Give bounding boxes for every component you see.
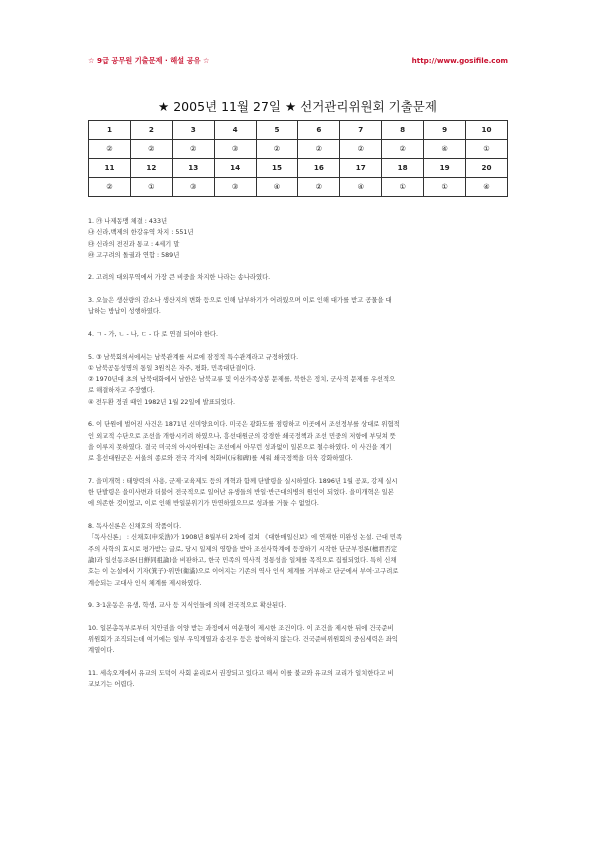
q7-line: 에 의존한 것이었고, 이로 인해 반일분위기가 만연하였으므로 성과를 거둘 수 없었다. xyxy=(88,500,319,508)
question-number-cell: 19 xyxy=(424,159,466,178)
question-number-cell: 14 xyxy=(214,159,256,178)
answer-choice-cell: ② xyxy=(382,140,424,159)
question-number-cell: 17 xyxy=(340,159,382,178)
page-header xyxy=(88,56,508,66)
answer-choice-cell: ② xyxy=(298,140,340,159)
q4-line: 4. ㄱ - 가, ㄴ - 나, ㄷ - 다 로 연결 되어야 한다. xyxy=(88,330,219,338)
q1-line: 1. ㉮ 나제동맹 체결 : 433년 xyxy=(88,218,168,225)
q10-line: 계열이다. xyxy=(88,647,115,655)
header-url[interactable]: http://www.gosifile.com xyxy=(411,56,508,65)
answer-choice-cell: ② xyxy=(172,140,214,159)
question-number-cell: 2 xyxy=(130,121,172,140)
answer-choice-cell: ④ xyxy=(340,178,382,197)
q1-line: ㉯ 신라,백제의 한강유역 차지 : 551년 xyxy=(88,229,194,237)
q10-line: 위원회가 조직되는데 여기에는 일부 우익계열과 송진우 등은 참여하지 않는다. 건국준비위원회의 중심세력은 좌익 xyxy=(88,635,398,643)
q8-block xyxy=(88,521,508,589)
question-number-cell: 4 xyxy=(214,121,256,140)
question-number-cell: 13 xyxy=(172,159,214,178)
page-title: ★ 2005년 11월 27일 ★ 선거관리위원회 기출문제 xyxy=(158,99,437,114)
answer-choice-cell: ② xyxy=(340,140,382,159)
q11-line: 교보기는 어렵다. xyxy=(88,681,135,689)
answer-choice-cell: ② xyxy=(298,178,340,197)
q5-block xyxy=(88,352,508,408)
answer-choice-cell: ① xyxy=(466,140,508,159)
q7-line: 한 단발령은 을미사변과 더불어 전국적으로 일어난 유생들의 반일·반근대의병의 원인이 되었다. 을미개혁은 일본 xyxy=(88,489,394,497)
q3-block xyxy=(88,295,508,318)
q8-line: 8. 독사신론은 신채호의 작품이다. xyxy=(88,523,182,531)
question-number-cell: 20 xyxy=(466,159,508,178)
question-number-cell: 18 xyxy=(382,159,424,178)
question-number-cell: 12 xyxy=(130,159,172,178)
q2-line: 2. 고려의 대외무역에서 가장 큰 비중을 차지한 나라는 송나라였다. xyxy=(88,274,271,282)
answer-number-row xyxy=(89,121,508,140)
answer-choice-row xyxy=(89,178,508,197)
q7-line: 7. 을미개혁 : 태양력의 사용, 군제·교육제도 등의 개혁과 함께 단발령을 실시하였다. 1896년 1월 공포, 강제 실시 xyxy=(88,477,398,485)
answer-choice-cell: ④ xyxy=(256,178,298,197)
answer-choice-cell: ② xyxy=(89,140,131,159)
q8-line: 계승되는 고대사 인식 체계를 제시하였다. xyxy=(88,579,202,587)
q6-line: 6. 이 단원에 벌어진 사건은 1871년 신미양요이다. 미국은 광화도를 점령하고 이곳에서 조선정부를 상대로 위협적 xyxy=(88,421,400,429)
answer-choice-row xyxy=(89,140,508,159)
q3-line: 납하는 방납이 성행하였다. xyxy=(88,308,161,316)
answer-choice-cell: ② xyxy=(130,140,172,159)
question-number-cell: 7 xyxy=(340,121,382,140)
answer-table xyxy=(88,120,508,197)
q8-line: 주의 사학의 효시로 평가받는 글로, 당시 일제의 영향을 받아 조선사학계에 등장하기 시작한 단군부정론(檀君否定 xyxy=(88,545,398,553)
explanation-body xyxy=(88,216,508,690)
answer-choice-cell: ② xyxy=(256,140,298,159)
q11-block xyxy=(88,668,508,691)
q5-line: 5. ③ 남북회의서에서는 남북관계를 서로에 잠정적 특수관계라고 규정하였다. xyxy=(88,353,299,361)
answer-number-row xyxy=(89,159,508,178)
answer-choice-cell: ② xyxy=(89,178,131,197)
answer-choice-cell: ③ xyxy=(214,178,256,197)
answer-choice-cell: ③ xyxy=(214,140,256,159)
q11-line: 11. 세속오계에서 유교의 도덕이 사회 윤리로서 권장되고 있다고 해서 이를 불교와 유교의 교리가 일치한다고 비 xyxy=(88,669,394,677)
answer-choice-cell: ④ xyxy=(424,140,466,159)
q6-block xyxy=(88,419,508,464)
answer-choice-cell: ① xyxy=(424,178,466,197)
question-number-cell: 16 xyxy=(298,159,340,178)
q1-block xyxy=(88,216,508,261)
q8-line: 「독사신론」 : 신채호(申采浩)가 1908년 8월부터 2차에 걸쳐 《대한매일신보》에 연재한 미완성 논설. 근대 민족 xyxy=(88,534,403,542)
q10-block xyxy=(88,623,508,657)
q5-line: ④ 전두환 정권 때인 1982년 1월 22일에 발표되었다. xyxy=(88,398,236,406)
question-number-cell: 8 xyxy=(382,121,424,140)
question-number-cell: 1 xyxy=(89,121,131,140)
answer-choice-cell: ① xyxy=(382,178,424,197)
q5-line: ② 1970년대 초의 남북대화에서 남한은 남북교류 및 이산가족상봉 문제를, 북한은 정치, 군사적 문제를 우선적으 xyxy=(88,376,396,384)
q5-line: 로 해결하자고 주장했다. xyxy=(88,387,155,395)
q1-line: ㉱ 고구려의 돌궐과 연합 : 589년 xyxy=(88,251,180,259)
q8-line: 호는 이 논설에서 기자(箕子)·위만(衛滿)으로 이어지는 기존의 역사 인식 체계를 거부하고 단군에서 부여·고구려로 xyxy=(88,568,399,576)
q1-line: ㉰ 신라의 전진과 통교 : 4세기 말 xyxy=(88,240,180,248)
q7-block xyxy=(88,476,508,510)
answer-choice-cell: ③ xyxy=(172,178,214,197)
q6-line: 로 흥선대원군은 서울의 종로와 전국 각지에 척화비(斥和碑)를 세워 쇄국정책을 더욱 강화하였다. xyxy=(88,455,353,463)
question-number-cell: 3 xyxy=(172,121,214,140)
answer-choice-cell: ④ xyxy=(466,178,508,197)
q5-line: ① 남북공동성명의 통일 3원칙은 자주, 평화, 민족대단결이다. xyxy=(88,364,256,372)
q8-line: 論)과 일선동조론(日鮮同祖論)을 비판하고, 한국 민족의 역사적 정통성을 일체를 목적으로 집필되었다. 특히 신채 xyxy=(88,556,397,564)
question-number-cell: 10 xyxy=(466,121,508,140)
question-number-cell: 6 xyxy=(298,121,340,140)
question-number-cell: 15 xyxy=(256,159,298,178)
header-banner: ☆ 9급 공무원 기출문제 · 해설 공유 ☆ xyxy=(88,56,210,65)
question-number-cell: 5 xyxy=(256,121,298,140)
q3-line: 3. 오늘은 생산량의 감소나 생산지의 변화 등으로 인해 납부하기가 어려웠으며 이로 인해 대가를 받고 공물을 대 xyxy=(88,297,392,305)
q6-line: 을 이루지 못하였다. 결국 미국의 아시아원대는 조선에서 아무런 성과없이 일본으로 철수하였다. 이 사건을 계기 xyxy=(88,443,392,451)
q6-line: 인 외교적 수단으로 조선을 개항시키려 하였으나, 흥선대원군의 강경한 쇄국정책과 조선 민중의 저항에 부딪쳐 뜻 xyxy=(88,432,396,440)
question-number-cell: 11 xyxy=(89,159,131,178)
question-number-cell: 9 xyxy=(424,121,466,140)
q9-line: 9. 3·1운동은 유생, 학생, 교사 등 지식인들에 의해 전국적으로 확산된다. xyxy=(88,602,287,610)
q10-line: 10. 일본총독부로부터 치안권을 이양 받는 과정에서 여운형이 제시한 조건이다. 이 조건을 제시한 뒤에 건국준비 xyxy=(88,624,394,632)
answer-choice-cell: ① xyxy=(130,178,172,197)
